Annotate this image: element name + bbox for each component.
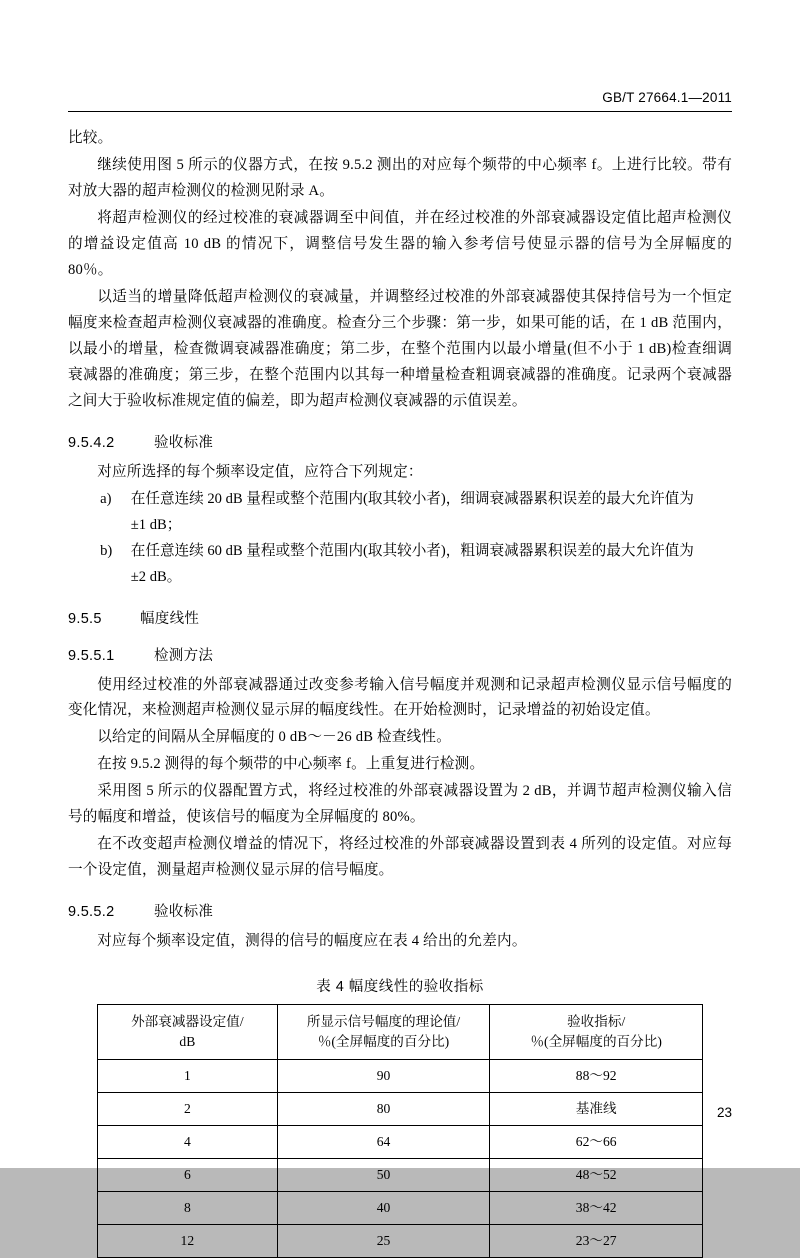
table-row — [98, 1126, 703, 1159]
table-cell: 50 — [277, 1159, 490, 1192]
method-paragraph-2: 以给定的间隔从全屏幅度的 0 dB～－26 dB 检查线性。 — [97, 729, 452, 746]
header-line-2: ％(全屏幅度的百分比) — [317, 1034, 450, 1050]
table-cell: 6 — [98, 1159, 278, 1192]
header-line-2: ％(全屏幅度的百分比) — [530, 1034, 662, 1050]
table-header-cell — [98, 1005, 278, 1060]
section-heading-9-5-5-1 — [68, 644, 732, 665]
header-line-2: dB — [179, 1034, 196, 1050]
table-cell: 23～27 — [490, 1225, 703, 1258]
table-caption: 表 4 幅度线性的验收指标 — [316, 979, 484, 996]
table-cell: 48～52 — [490, 1159, 703, 1192]
table-cell: 38～42 — [490, 1192, 703, 1225]
section-title: 验收标准 — [154, 434, 214, 451]
list-item — [68, 539, 732, 565]
list-text: 在任意连续 20 dB 量程或整个范围内(取其较小者)，细调衰减器累积误差的最大允许值为 — [130, 490, 694, 507]
table-cell: 1 — [98, 1060, 278, 1093]
method-paragraph-1: 使用经过校准的外部衰减器通过改变参考输入信号幅度并观测和记录超声检测仪显示信号幅度的变化情况，来检测超声检测仪显示屏的幅度线性。在开始检测时，记录增益的初始设定值。 — [68, 676, 732, 719]
list-marker: b) — [100, 542, 113, 559]
list-continuation: ±2 dB。 — [130, 568, 182, 585]
table-cell: 64 — [277, 1126, 490, 1159]
table-cell: 90 — [277, 1060, 490, 1093]
table-cell: 8 — [98, 1192, 278, 1225]
paragraph-1: 继续使用图 5 所示的仪器方式，在按 9.5.2 测出的对应每个频带的中心频率 f。上进行比较。带有对放大器的超声检测仪的检测见附录 A。 — [68, 156, 732, 199]
header-line-1: 所显示信号幅度的理论值/ — [306, 1013, 461, 1029]
method-paragraph-4: 采用图 5 所示的仪器配置方式，将经过校准的外部衰减器设置为 2 dB，并调节超声检测仪输入信号的幅度和增益，使该信号的幅度为全屏幅度的 80%。 — [68, 783, 732, 826]
header-divider — [68, 111, 732, 112]
table-cell: 12 — [98, 1225, 278, 1258]
table-row — [98, 1093, 703, 1126]
acceptance-paragraph-9552: 对应每个频率设定值，测得的信号的幅度应在表 4 给出的允差内。 — [97, 933, 527, 950]
list-marker: a) — [100, 490, 112, 507]
section-number: 9.5.5.2 — [68, 904, 115, 921]
table-cell: 基准线 — [490, 1093, 703, 1126]
list-continuation: ±1 dB； — [130, 516, 182, 533]
section-number: 9.5.5 — [68, 610, 102, 627]
table-cell: 62～66 — [490, 1126, 703, 1159]
table-row — [98, 1192, 703, 1225]
table-cell: 4 — [98, 1126, 278, 1159]
paragraph-3: 以适当的增量降低超声检测仪的衰减量，并调整经过校准的外部衰减器使其保持信号为一个恒定幅度来检查超声检测仪衰减器的准确度。检查分三个步骤：第一步，如果可能的话，在 1 dB 范围内，以最小的增量，检查微调衰减器准确度；第二步，在整个范围内以最小增量(但不小于 1 dB)检查细调衰减器的准确度；第三步，在整个范围内以其每一种增量检查粗调衰减器的准确度。记录两个衰减器之间大于验收标准规定值的偏差，即为超声检测仪衰减器的示值误差。 — [68, 288, 732, 409]
amplitude-linearity-table — [97, 1004, 703, 1258]
page-number: 23 — [716, 1105, 732, 1120]
table-header-cell — [277, 1005, 490, 1060]
table-cell: 2 — [98, 1093, 278, 1126]
header-line-1: 验收指标/ — [567, 1013, 626, 1029]
section-number: 9.5.5.1 — [68, 647, 115, 664]
page-content — [68, 90, 732, 1258]
section-title: 幅度线性 — [140, 610, 200, 627]
page-header-standard-code: GB/T 27664.1—2011 — [602, 90, 732, 105]
table-cell: 80 — [277, 1093, 490, 1126]
table-cell: 88～92 — [490, 1060, 703, 1093]
table-row — [98, 1060, 703, 1093]
section-number: 9.5.4.2 — [68, 434, 115, 451]
method-paragraph-3: 在按 9.5.2 测得的每个频带的中心频率 f。上重复进行检测。 — [97, 756, 485, 773]
acceptance-lead-9542: 对应所选择的每个频率设定值，应符合下列规定： — [97, 463, 423, 480]
table-cell: 40 — [277, 1192, 490, 1225]
table-header-row — [98, 1005, 703, 1060]
section-heading-9-5-4-2 — [68, 431, 732, 452]
table-row — [98, 1159, 703, 1192]
paragraph-0: 比较。 — [68, 130, 113, 146]
method-paragraph-5: 在不改变超声检测仪增益的情况下，将经过校准的外部衰减器设置到表 4 所列的设定值。对应每一个设定值，测量超声检测仪显示屏的信号幅度。 — [68, 836, 732, 879]
table-cell: 25 — [277, 1225, 490, 1258]
section-heading-9-5-5-2 — [68, 900, 732, 921]
table-header-cell — [490, 1005, 703, 1060]
section-heading-9-5-5 — [68, 607, 732, 628]
header-line-1: 外部衰减器设定值/ — [131, 1013, 244, 1029]
paragraph-2: 将超声检测仪的经过校准的衰减器调至中间值，并在经过校准的外部衰减器设定值比超声检测仪的增益设定值高 10 dB 的情况下，调整信号发生器的输入参考信号使显示器的信号为全屏幅度的 80％。 — [68, 209, 732, 278]
list-text: 在任意连续 60 dB 量程或整个范围内(取其较小者)，粗调衰减器累积误差的最大允许值为 — [130, 542, 694, 559]
section-title: 检测方法 — [154, 647, 214, 664]
list-item — [68, 487, 732, 513]
section-title: 验收标准 — [154, 904, 214, 921]
table-row — [98, 1225, 703, 1258]
